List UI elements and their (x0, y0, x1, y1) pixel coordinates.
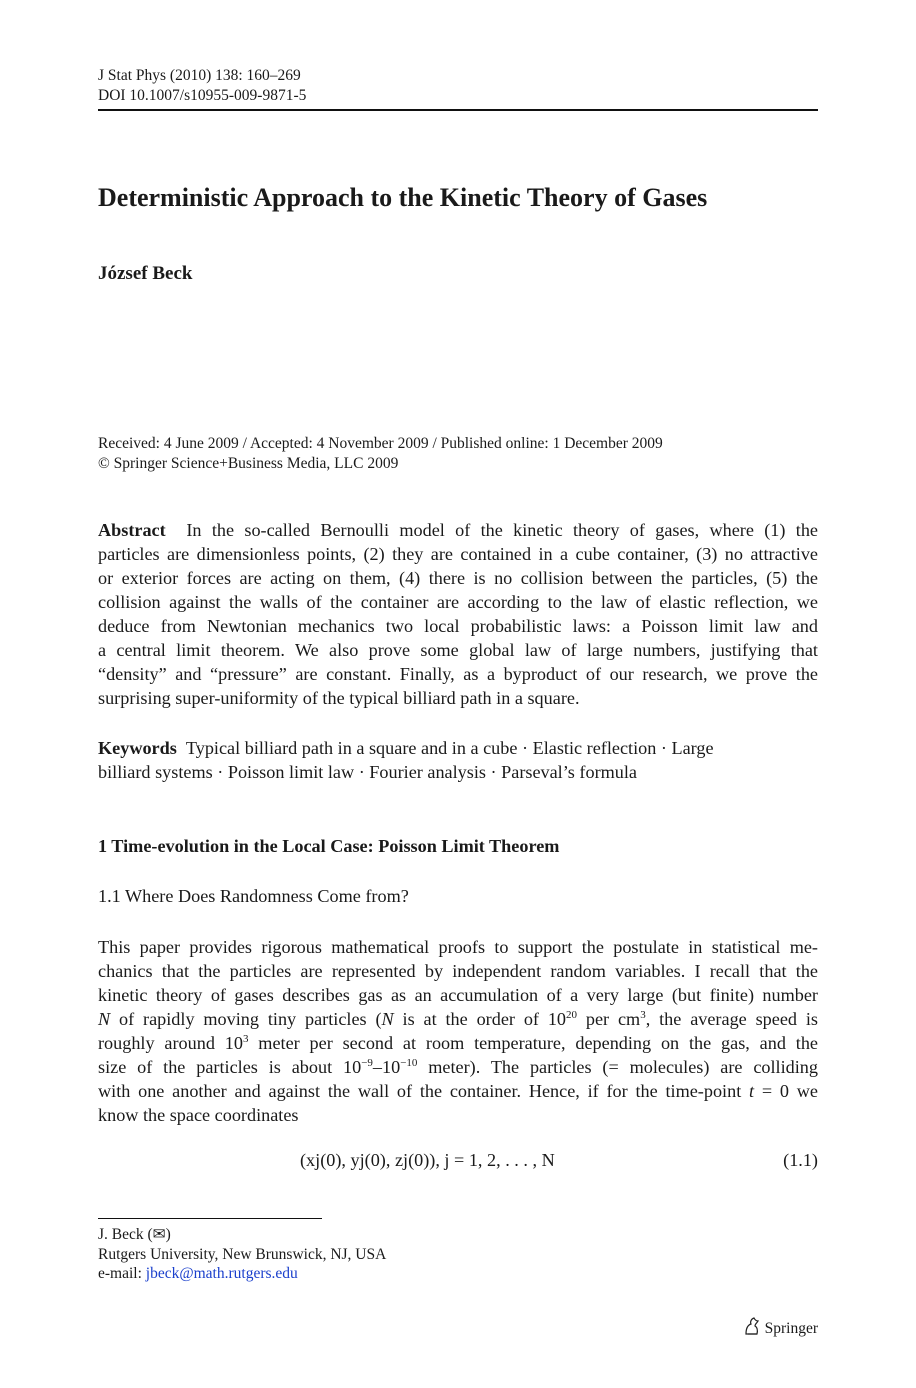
body-paragraph (98, 935, 818, 1127)
body-line: N of rapidly moving tiny particles (N is at the order of $10^{20}$ per $cm^3$, the average speed is (98, 1009, 818, 1029)
abstract-line: “density” and “pressure” are constant. Finally, as a byproduct of our research, we prove the (98, 664, 818, 684)
body-line: size of the particles is about $10^{-9}-10^{-10}$ meter). The particles (= molecules) are colliding (98, 1057, 818, 1077)
equation-text: (xj(0), yj(0), zj(0)), j = 1, 2, . . . , N (300, 1150, 555, 1170)
footnote-author: J. Beck (✉) (98, 1226, 171, 1243)
abstract-line: deduce from Newtonian mechanics two local probabilistic laws: a Poisson limit law and (98, 616, 818, 636)
journal-header (98, 66, 306, 105)
footnote-email: e-mail: jbeck@math.rutgers.edu (98, 1265, 298, 1282)
body-line: chanics that the particles are represented by independent random variables. I recall that the (98, 961, 818, 981)
body-line: know the space coordinates (98, 1105, 299, 1125)
journal-citation: J Stat Phys (2010) 138: 160–269 (98, 67, 301, 84)
abstract-line: surprising super-uniformity of the typical billiard path in a square. (98, 688, 580, 708)
body-line: This paper provides rigorous mathematical proofs to support the postulate in statistical me- (98, 937, 818, 957)
header-divider (98, 109, 818, 111)
doi: DOI 10.1007/s10955-009-9871-5 (98, 86, 307, 104)
keywords-line: billiard systems · Poisson limit law · Fourier analysis · Parseval’s formula (98, 762, 637, 782)
springer-horse-icon (743, 1316, 761, 1341)
publication-dates (98, 434, 663, 473)
keywords (98, 736, 818, 784)
footnote-divider (98, 1218, 322, 1219)
abstract-label: Abstract (98, 520, 166, 540)
subsection-heading: 1.1 Where Does Randomness Come from? (98, 886, 409, 906)
section-heading: 1 Time-evolution in the Local Case: Poisson Limit Theorem (98, 836, 560, 856)
keywords-line: Typical billiard path in a square and in a cube · Elastic reflection · Large (185, 738, 714, 758)
copyright: © Springer Science+Business Media, LLC 2009 (98, 454, 399, 472)
author-footnote (98, 1225, 386, 1284)
abstract (98, 518, 818, 710)
body-line: with one another and against the wall of the container. Hence, if for the time-point t = 0 we (98, 1081, 818, 1101)
publisher-logo (743, 1316, 818, 1341)
paper-title: Deterministic Approach to the Kinetic Theory of Gases (98, 183, 708, 212)
abstract-line: particles are dimensionless points, (2) they are contained in a cube container, (3) no attractive (98, 544, 818, 564)
abstract-line: a central limit theorem. We also prove some global law of large numbers, justifying that (98, 640, 818, 660)
author-name: József Beck (98, 263, 193, 284)
publisher-name: Springer (764, 1319, 818, 1337)
abstract-line: or exterior forces are acting on them, (4) there is no collision between the particles, (5) the (98, 568, 818, 588)
keywords-label: Keywords (98, 738, 177, 758)
equation-number: (1.1) (783, 1150, 818, 1170)
abstract-line: In the so-called Bernoulli model of the kinetic theory of gases, where (1) the (186, 520, 819, 540)
body-line: kinetic theory of gases describes gas as an accumulation of a very large (but finite) number (98, 985, 818, 1005)
abstract-line: collision against the walls of the container are according to the law of elastic reflection, we (98, 592, 818, 612)
footnote-affiliation: Rutgers University, New Brunswick, NJ, USA (98, 1245, 387, 1263)
body-line: roughly around $10^3$ meter per second at room temperature, depending on the gas, and the (98, 1033, 818, 1053)
received-accepted-published: Received: 4 June 2009 / Accepted: 4 November 2009 / Published online: 1 December 2009 (98, 435, 663, 452)
equation-1-1 (300, 1150, 555, 1171)
email-link[interactable]: jbeck@math.rutgers.edu (145, 1265, 298, 1282)
